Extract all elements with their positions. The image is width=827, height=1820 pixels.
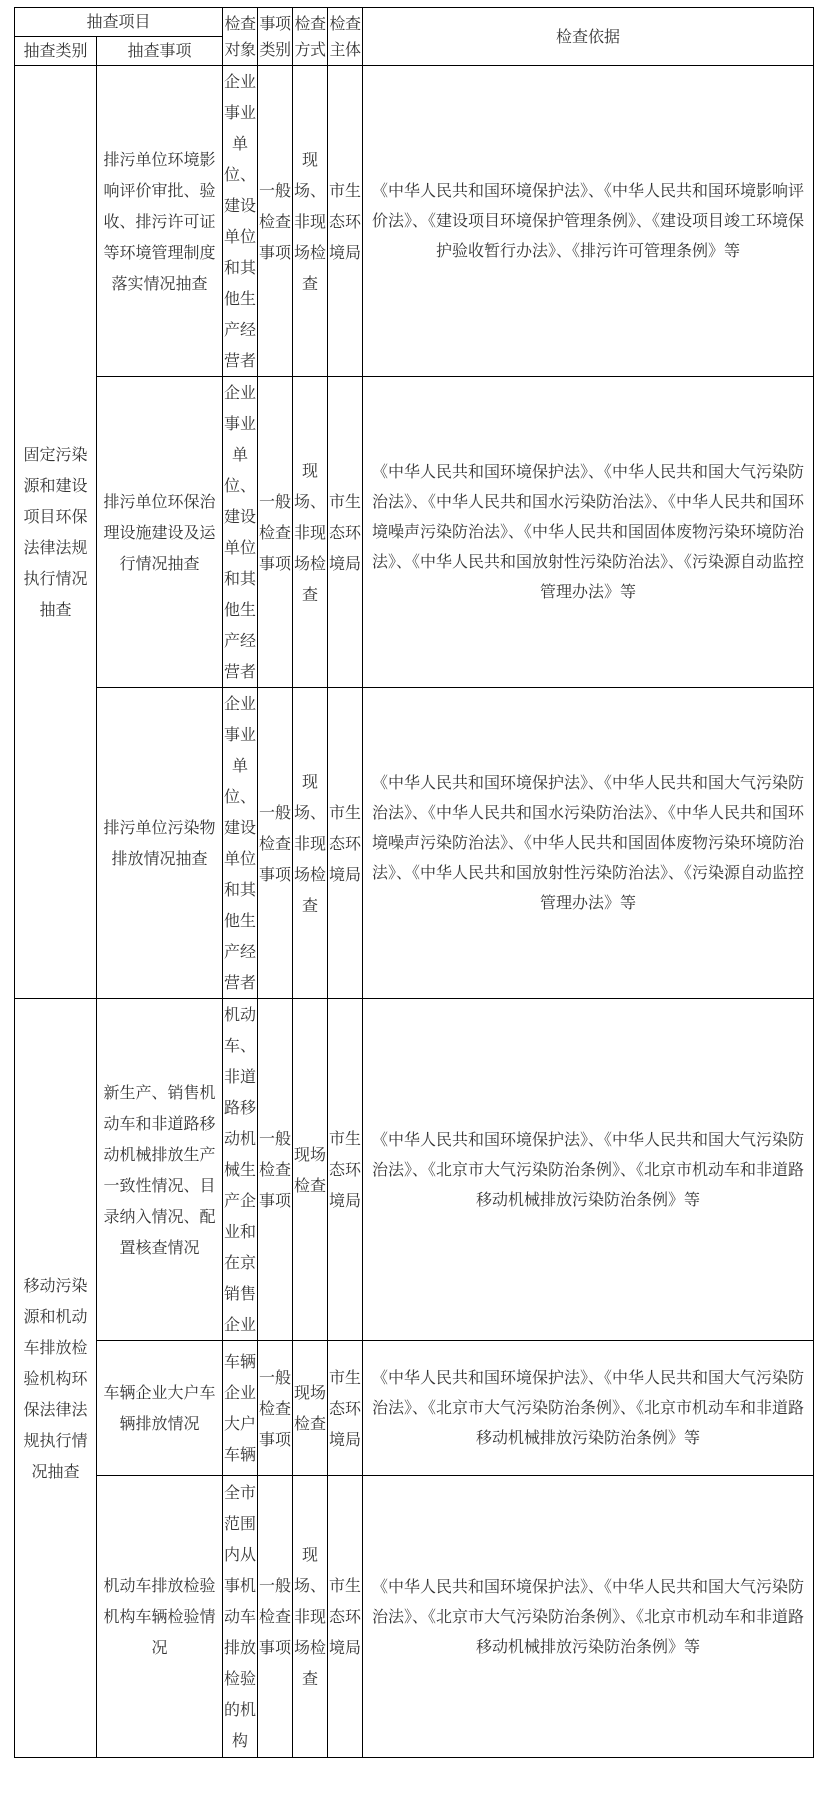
- table-row: [15, 999, 814, 1341]
- basis-cell: 《中华人民共和国环境保护法》、《中华人民共和国大气污染防治法》、《北京市大气污染防治条例》、《北京市机动车和非道路移动机械排放污染防治条例》等: [363, 1476, 814, 1758]
- subject-cell: 市生态环境局: [328, 66, 363, 377]
- basis-cell: 《中华人民共和国环境保护法》、《中华人民共和国环境影响评价法》、《建设项目环境保护管理条例》、《建设项目竣工环境保护验收暂行办法》、《排污许可管理条例》等: [363, 66, 814, 377]
- method-cell: 现场检查: [293, 1341, 328, 1476]
- header-method: 检查方式: [293, 8, 328, 66]
- basis-cell: 《中华人民共和国环境保护法》、《中华人民共和国大气污染防治法》、《北京市大气污染防治条例》、《北京市机动车和非道路移动机械排放污染防治条例》等: [363, 999, 814, 1341]
- subject-cell: 市生态环境局: [328, 999, 363, 1341]
- table-row: [15, 66, 814, 377]
- header-subject: 检查主体: [328, 8, 363, 66]
- subject-cell: 市生态环境局: [328, 1341, 363, 1476]
- type-cell: 一般检查事项: [258, 377, 293, 688]
- type-cell: 一般检查事项: [258, 688, 293, 999]
- method-cell: 现场、非现场检查: [293, 1476, 328, 1758]
- object-cell: 全市范围内从事机动车排放检验的机构: [223, 1476, 258, 1758]
- method-cell: 现场、非现场检查: [293, 66, 328, 377]
- subject-cell: 市生态环境局: [328, 377, 363, 688]
- subject-cell: 市生态环境局: [328, 1476, 363, 1758]
- header-row-1: [15, 8, 814, 37]
- header-category: 抽查类别: [15, 37, 97, 66]
- item-cell: 车辆企业大户车辆排放情况: [97, 1341, 223, 1476]
- table-row: [15, 688, 814, 999]
- inspection-table: [14, 7, 814, 1758]
- object-cell: 企业事业单位、建设单位和其他生产经营者: [223, 66, 258, 377]
- header-object: 检查对象: [223, 8, 258, 66]
- item-cell: 机动车排放检验机构车辆检验情况: [97, 1476, 223, 1758]
- type-cell: 一般检查事项: [258, 1341, 293, 1476]
- header-group: 抽查项目: [15, 8, 223, 37]
- basis-cell: 《中华人民共和国环境保护法》、《中华人民共和国大气污染防治法》、《中华人民共和国水污染防治法》、《中华人民共和国环境噪声污染防治法》、《中华人民共和国固体废物污染环境防治法》、《中华人民共和国放射性污染防治法》、《污染源自动监控管理办法》等: [363, 377, 814, 688]
- method-cell: 现场、非现场检查: [293, 688, 328, 999]
- basis-cell: 《中华人民共和国环境保护法》、《中华人民共和国大气污染防治法》、《中华人民共和国水污染防治法》、《中华人民共和国环境噪声污染防治法》、《中华人民共和国固体废物污染环境防治法》、《中华人民共和国放射性污染防治法》、《污染源自动监控管理办法》等: [363, 688, 814, 999]
- header-basis: 检查依据: [363, 8, 814, 66]
- object-cell: 车辆企业大户车辆: [223, 1341, 258, 1476]
- item-cell: 新生产、销售机动车和非道路移动机械排放生产一致性情况、目录纳入情况、配置核查情况: [97, 999, 223, 1341]
- type-cell: 一般检查事项: [258, 66, 293, 377]
- method-cell: 现场检查: [293, 999, 328, 1341]
- basis-cell: 《中华人民共和国环境保护法》、《中华人民共和国大气污染防治法》、《北京市大气污染防治条例》、《北京市机动车和非道路移动机械排放污染防治条例》等: [363, 1341, 814, 1476]
- subject-cell: 市生态环境局: [328, 688, 363, 999]
- type-cell: 一般检查事项: [258, 999, 293, 1341]
- header-item: 抽查事项: [97, 37, 223, 66]
- item-cell: 排污单位环保治理设施建设及运行情况抽查: [97, 377, 223, 688]
- category-cell: 固定污染源和建设项目环保法律法规执行情况抽查: [15, 66, 97, 999]
- table-row: [15, 1476, 814, 1758]
- table-row: [15, 377, 814, 688]
- object-cell: 企业事业单位、建设单位和其他生产经营者: [223, 377, 258, 688]
- object-cell: 机动车、非道路移动机械生产企业和在京销售企业: [223, 999, 258, 1341]
- header-type: 事项类别: [258, 8, 293, 66]
- type-cell: 一般检查事项: [258, 1476, 293, 1758]
- item-cell: 排污单位污染物排放情况抽查: [97, 688, 223, 999]
- category-cell: 移动污染源和机动车排放检验机构环保法律法规执行情况抽查: [15, 999, 97, 1758]
- method-cell: 现场、非现场检查: [293, 377, 328, 688]
- object-cell: 企业事业单位、建设单位和其他生产经营者: [223, 688, 258, 999]
- item-cell: 排污单位环境影响评价审批、验收、排污许可证等环境管理制度落实情况抽查: [97, 66, 223, 377]
- table-row: [15, 1341, 814, 1476]
